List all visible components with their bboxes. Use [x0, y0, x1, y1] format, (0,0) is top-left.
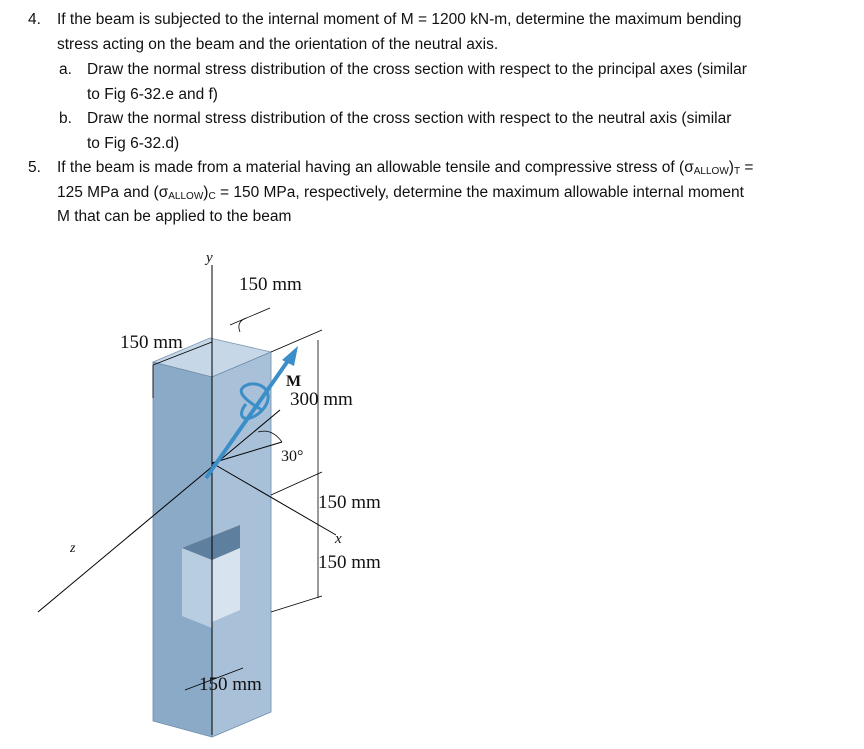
subitem-a-line-1: Draw the normal stress distribution of the cross section with respect to the principal axes (similar [87, 61, 747, 78]
problem-5-line-2: 125 MPa and $(\sigma_{ALLOW})_C = 150$ MPa, respectively, determine the maximum allowable internal moment [57, 184, 744, 202]
dim-top-label: 150 mm [239, 274, 302, 295]
dim-ext-bot [271, 596, 322, 612]
problem-4-number: 4. [28, 11, 41, 28]
dim-ext-mid [271, 472, 322, 495]
problem-4-line-2: stress acting on the beam and the orientation of the neutral axis. [57, 36, 499, 53]
problem-5-line-3: M that can be applied to the beam [57, 208, 292, 225]
cutout-lower-face [212, 548, 240, 622]
dim-right-upper-label: 150 mm [318, 492, 381, 513]
problem-4-line-1: If the beam is subjected to the internal moment of M = 1200 kN-m, determine the maximum bending [57, 11, 742, 28]
label-y: y [206, 250, 213, 266]
subitem-b-label: b. [59, 110, 72, 127]
subitem-a-label: a. [59, 61, 72, 78]
cutout-side-face [182, 548, 212, 628]
label-z: z [70, 541, 76, 556]
label-M: M [286, 373, 302, 390]
dim-top-line [230, 308, 270, 325]
problem-5-number: 5. [28, 159, 41, 176]
subitem-b-line-2: to Fig 6-32.d) [87, 135, 180, 152]
dim-bottom-label: 150 mm [199, 674, 262, 695]
dim-300-label: 300 mm [290, 389, 353, 410]
angle-label: 30° [281, 448, 304, 465]
dim-left-label: 150 mm [120, 332, 183, 353]
dim-top-curl [239, 318, 246, 332]
label-x: x [335, 531, 342, 547]
subitem-a-line-2: to Fig 6-32.e and f) [87, 86, 218, 103]
problem-5-line-1: If the beam is made from a material having an allowable tensile and compressive stress of $(\sigma_{ALLOW})_T$ = [57, 159, 754, 177]
subitem-b-line-1: Draw the normal stress distribution of the cross section with respect to the neutral axis (similar [87, 110, 732, 127]
dim-right-lower-label: 150 mm [318, 552, 381, 573]
